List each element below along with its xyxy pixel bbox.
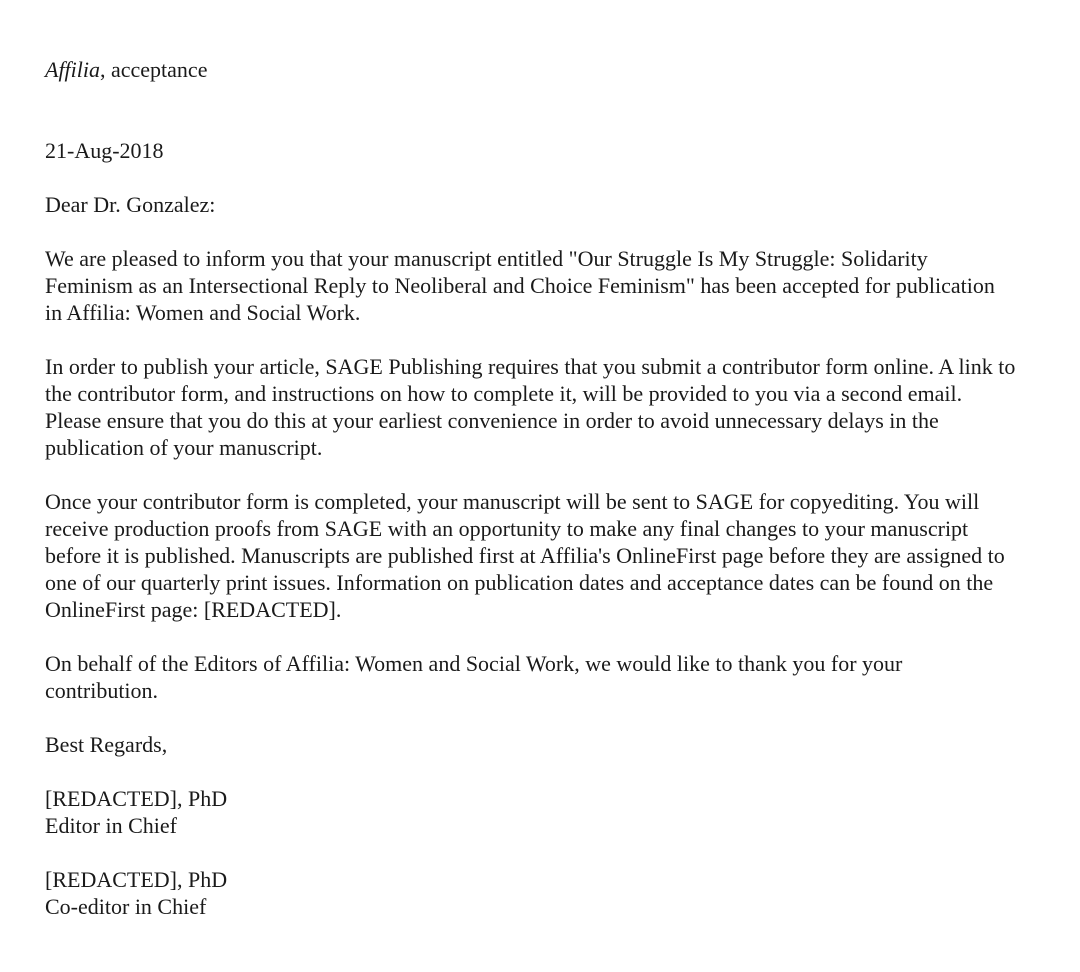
salutation: Dear Dr. Gonzalez: <box>45 192 216 217</box>
signature-name: [REDACTED], PhD <box>45 867 228 892</box>
paragraph-thanks: On behalf of the Editors of Affilia: Women and Social Work, we would like to thank you for your contribution. <box>45 651 903 703</box>
journal-name: Affilia <box>45 57 100 82</box>
paragraph-production: Once your contributor form is completed, your manuscript will be sent to SAGE for copyediting. You will receive production proofs from SAGE with an opportunity to make any final changes to your manuscript before it is published. Manuscripts are published first at Affilia's OnlineFirst page before they are assigned to one of our quarterly print issues. Information on publication dates and acceptance dates can be found on the OnlineFirst page: [REDACTED]. <box>45 489 1005 622</box>
signature-block-editor <box>45 785 1035 839</box>
heading-suffix: , acceptance <box>100 57 208 82</box>
letter-date: 21-Aug-2018 <box>45 138 164 163</box>
acceptance-letter <box>45 56 1035 920</box>
signature-name: [REDACTED], PhD <box>45 786 228 811</box>
signature-block-coeditor <box>45 866 1035 920</box>
letter-heading <box>45 56 1035 83</box>
signature-role: Co-editor in Chief <box>45 894 207 919</box>
paragraph-contributor-form: In order to publish your article, SAGE Publishing requires that you submit a contributor form online. A link to the contributor form, and instructions on how to complete it, will be provided to you via a second email. Please ensure that you do this at your earliest convenience in order to avoid unnecessary delays in the publication of your manuscript. <box>45 354 1016 460</box>
signature-role: Editor in Chief <box>45 813 177 838</box>
closing: Best Regards, <box>45 732 168 757</box>
paragraph-acceptance: We are pleased to inform you that your manuscript entitled "Our Struggle Is My Struggle: Solidarity Feminism as an Intersectional Reply to Neoliberal and Choice Feminism" has been accepted for publication in Affilia: Women and Social Work. <box>45 246 995 325</box>
